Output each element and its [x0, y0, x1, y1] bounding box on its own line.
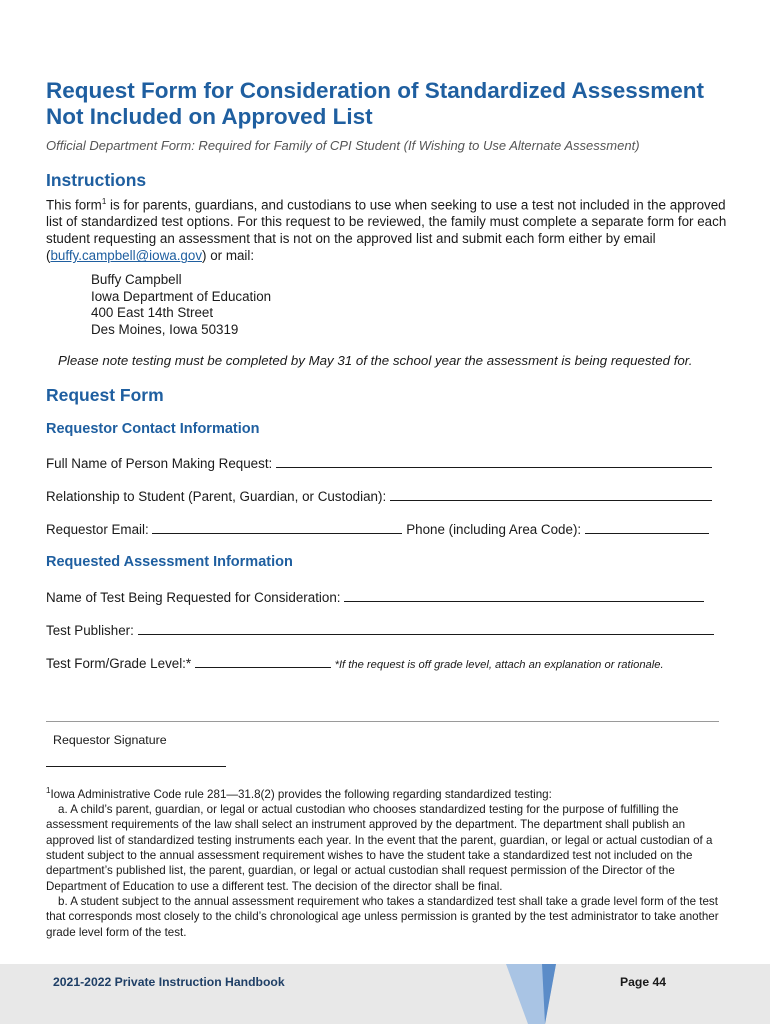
instructions-heading: Instructions: [46, 170, 147, 190]
footnote-marker: 1: [46, 786, 51, 795]
address-line: Buffy Campbell: [91, 272, 182, 287]
instructions-text-end: ) or mail:: [202, 248, 255, 264]
signature-line[interactable]: [46, 721, 719, 722]
relationship-field: [46, 488, 712, 504]
footnote: [46, 783, 722, 940]
deadline-note: Please note testing must be completed by May 31 of the school year the assessment is being requested for.: [58, 353, 693, 368]
footnote-reference[interactable]: 1: [101, 197, 107, 206]
full-name-input[interactable]: [276, 455, 712, 468]
phone-input[interactable]: [585, 521, 709, 534]
request-form-heading: Request Form: [46, 385, 164, 405]
instructions-paragraph: [46, 193, 728, 264]
publisher-label: Test Publisher:: [46, 623, 134, 638]
test-name-field: [46, 589, 704, 605]
instructions-text-start: This form: [46, 197, 102, 213]
email-link[interactable]: buffy.campbell@iowa.gov: [50, 248, 203, 264]
footnote-item-b: b. A student subject to the annual assessment requirement who takes a standardized test shall take a grade level form of the test that corresponds most closely to the child’s chronological age unless permission is granted by the test administrator to take another grade level form of the test.: [46, 894, 719, 939]
footer-stripe-graphic: [0, 964, 770, 1024]
address-line: 400 East 14th Street: [91, 305, 214, 320]
publisher-input[interactable]: [138, 622, 714, 635]
address-line: Iowa Department of Education: [91, 288, 272, 304]
title-line-1: Request Form for Consideration of Standardized Assessment: [46, 78, 705, 103]
email-phone-field: [46, 521, 709, 537]
test-name-label: Name of Test Being Requested for Consideration:: [46, 590, 341, 605]
requestor-email-label: Requestor Email:: [46, 522, 149, 537]
grade-level-label: Test Form/Grade Level:*: [46, 656, 192, 671]
footnote-intro-text: Iowa Administrative Code rule 281—31.8(2) provides the following regarding standardized testing:: [50, 787, 552, 801]
relationship-input[interactable]: [390, 488, 712, 501]
relationship-label: Relationship to Student (Parent, Guardian, or Custodian):: [46, 489, 387, 504]
signature-label: Requestor Signature: [53, 733, 167, 747]
footer-handbook-title: 2021-2022 Private Instruction Handbook: [53, 975, 285, 989]
grade-level-input[interactable]: [195, 655, 331, 668]
footnote-divider: [46, 766, 226, 767]
title-line-2: Not Included on Approved List: [46, 104, 373, 129]
assessment-info-heading: Requested Assessment Information: [46, 554, 293, 570]
grade-level-field: [46, 655, 664, 671]
full-name-field: [46, 455, 712, 471]
publisher-field: [46, 622, 714, 638]
footnote-intro: [46, 783, 722, 802]
full-name-label: Full Name of Person Making Request:: [46, 456, 273, 471]
page-title: [46, 78, 746, 130]
contact-info-heading: Requestor Contact Information: [46, 421, 260, 437]
footnote-item-a: a. A child’s parent, guardian, or legal or actual custodian who chooses standardized testing for the purpose of fulfilling the assessment requirements of the law shall select an instrument approved by the department. The department shall publish an approved list of standardized testing instruments each year. In the event that the parent, guardian, or legal or actual custodian of a student subject to the annual assessment requirement wishes to have the student take a standardized test not included on the department’s published list, the parent, guardian, or legal or actual custodian shall request permission of the Director of the Department of Education to use a different test. The decision of the director shall be final.: [46, 803, 713, 893]
grade-level-note: *If the request is off grade level, attach an explanation or rationale.: [334, 659, 664, 671]
phone-label: Phone (including Area Code):: [406, 522, 582, 537]
footer-page-number: Page 44: [620, 975, 667, 989]
address-line: Des Moines, Iowa 50319: [91, 321, 239, 337]
page-subtitle: Official Department Form: Required for Family of CPI Student (If Wishing to Use Alternate Assessment): [46, 138, 640, 153]
requestor-email-input[interactable]: [152, 521, 402, 534]
instructions-text-mid: is for parents, guardians, and custodians to use when seeking to use a test not included in the approved list of standardized test options. For this request to be reviewed, the family must complete a separate form for each student requesting an assessment that is not on the approved list and submit each form either by email (: [46, 197, 727, 264]
test-name-input[interactable]: [344, 589, 704, 602]
mailing-address: [91, 272, 271, 338]
